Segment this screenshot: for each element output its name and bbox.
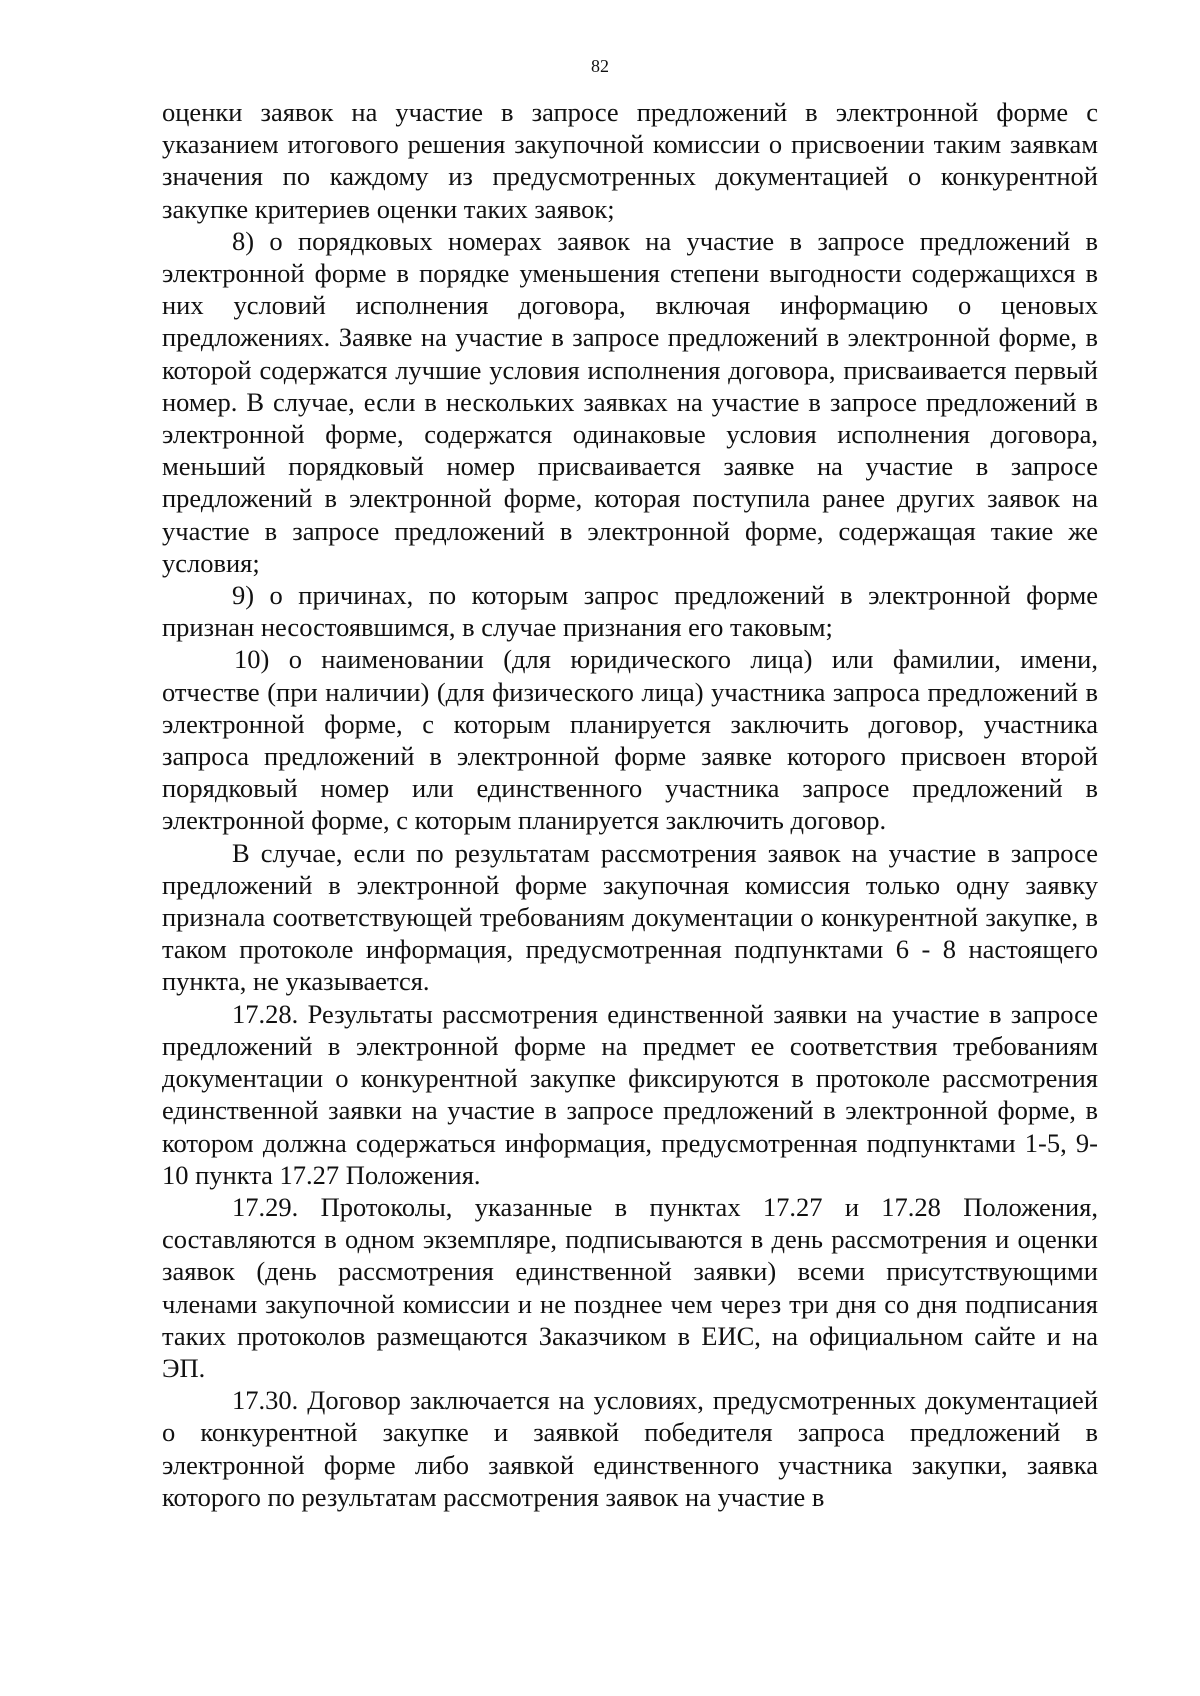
paragraph-clause-17-28: 17.28. Результаты рассмотрения единственной заявки на участие в запросе предложений в электронной форме на предмет ее соответствия требованиям документации о конкурентной закупке фиксируются в протоколе рассмотрения единственной заявки на участие в запросе предложений в электронной форме, в котором должна содержаться информация, предусмотренная подпунктами 1-5, 9-10 пункта 17.27 Положения. — [162, 998, 1098, 1190]
paragraph-item-10: 10) о наименовании (для юридического лица) или фамилии, имени, отчестве (при наличии) (для физического лица) участника запроса предложений в электронной форме, с которым планируется заключить договор, участника запроса предложений в электронной форме заявке которого присвоен второй порядковый номер или единственного участника запросе предложений в электронной форме, с которым планируется заключить договор. — [162, 644, 1098, 836]
paragraph-clause-17-30: 17.30. Договор заключается на условиях, предусмотренных документацией о конкурентной закупке и заявкой победителя запроса предложений в электронной форме либо заявкой единственного участника закупки, заявка которого по результатам рассмотрения заявок на участие в — [162, 1385, 1098, 1512]
document-body — [162, 96, 1098, 1513]
paragraph-continuation: оценки заявок на участие в запросе предложений в электронной форме с указанием итогового решения закупочной комиссии о присвоении таким заявкам значения по каждому из предусмотренных документацией о конкурентной закупке критериев оценки таких заявок; — [162, 97, 1098, 224]
page-number: 82 — [591, 56, 609, 76]
paragraph-item-9: 9) о причинах, по которым запрос предложений в электронной форме признан несостоявшимся, в случае признания его таковым; — [162, 580, 1098, 643]
paragraph-single-application-note: В случае, если по результатам рассмотрения заявок на участие в запросе предложений в электронной форме закупочная комиссия только одну заявку признала соответствующей требованиям документации о конкурентной закупке, в таком протоколе информация, предусмотренная подпунктами 6 - 8 настоящего пункта, не указывается. — [162, 837, 1098, 997]
paragraph-item-8: 8) о порядковых номерах заявок на участие в запросе предложений в электронной форме в порядке уменьшения степени выгодности содержащихся в них условий исполнения договора, включая информацию о ценовых предложениях. Заявке на участие в запросе предложений в электронной форме, в которой содержатся лучшие условия исполнения договора, присваивается первый номер. В случае, если в нескольких заявках на участие в запросе предложений в электронной форме, содержатся одинаковые условия исполнения договора, меньший порядковый номер присваивается заявке на участие в запросе предложений в электронной форме, которая поступила ранее других заявок на участие в запросе предложений в электронной форме, содержащая такие же условия; — [162, 225, 1098, 578]
paragraph-clause-17-29: 17.29. Протоколы, указанные в пунктах 17.27 и 17.28 Положения, составляются в одном экземпляре, подписываются в день рассмотрения и оценки заявок (день рассмотрения единственной заявки) всеми присутствующими членами закупочной комиссии и не позднее чем через три дня со дня подписания таких протоколов размещаются Заказчиком в ЕИС, на официальном сайте и на ЭП. — [162, 1191, 1098, 1383]
